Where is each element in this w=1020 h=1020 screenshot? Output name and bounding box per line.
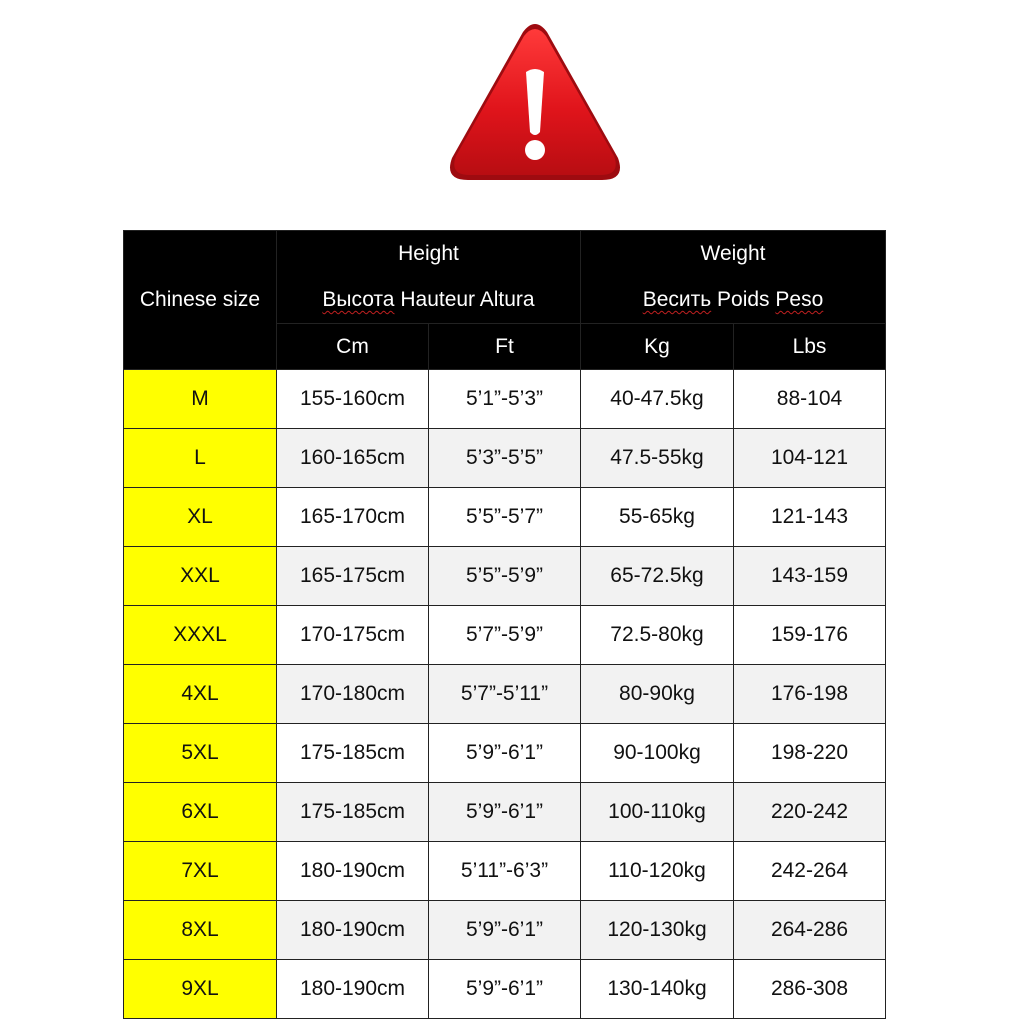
table-row	[124, 429, 886, 488]
height-ft-cell: 5’9”-6’1”	[429, 724, 581, 783]
height-ft-cell: 5’5”-5’9”	[429, 547, 581, 606]
weight-lbs-cell: 104-121	[734, 429, 886, 488]
unit-kg-header: Kg	[581, 324, 734, 370]
weight-title: Weight	[700, 242, 766, 265]
size-cell: XXL	[124, 547, 277, 606]
table-row	[124, 901, 886, 960]
height-ft-cell: 5’5”-5’7”	[429, 488, 581, 547]
size-cell: XXXL	[124, 606, 277, 665]
weight-lbs-cell: 121-143	[734, 488, 886, 547]
height-ft-cell: 5’7”-5’11”	[429, 665, 581, 724]
weight-kg-cell: 72.5-80kg	[581, 606, 734, 665]
size-rows	[124, 370, 886, 1019]
weight-kg-cell: 110-120kg	[581, 842, 734, 901]
weight-lbs-cell: 242-264	[734, 842, 886, 901]
weight-translations: Весить Poids Peso	[642, 288, 824, 311]
height-ft-cell: 5’3”-5’5”	[429, 429, 581, 488]
height-ft-cell: 5’11”-6’3”	[429, 842, 581, 901]
height-cm-cell: 165-170cm	[277, 488, 429, 547]
size-chart-table	[123, 230, 886, 1019]
unit-ft-header: Ft	[429, 324, 581, 370]
size-cell: M	[124, 370, 277, 429]
height-cm-cell: 170-175cm	[277, 606, 429, 665]
table-row	[124, 547, 886, 606]
height-cm-cell: 180-190cm	[277, 901, 429, 960]
unit-lbs-header: Lbs	[734, 324, 886, 370]
weight-lbs-cell: 176-198	[734, 665, 886, 724]
height-cm-cell: 175-185cm	[277, 783, 429, 842]
weight-lbs-cell: 159-176	[734, 606, 886, 665]
weight-lbs-cell: 220-242	[734, 783, 886, 842]
size-cell: L	[124, 429, 277, 488]
height-ft-cell: 5’9”-6’1”	[429, 960, 581, 1019]
weight-kg-cell: 130-140kg	[581, 960, 734, 1019]
size-cell: 4XL	[124, 665, 277, 724]
weight-kg-cell: 55-65kg	[581, 488, 734, 547]
height-cm-cell: 165-175cm	[277, 547, 429, 606]
size-cell: 9XL	[124, 960, 277, 1019]
weight-kg-cell: 100-110kg	[581, 783, 734, 842]
weight-lbs-cell: 143-159	[734, 547, 886, 606]
weight-lbs-cell: 88-104	[734, 370, 886, 429]
height-cm-cell: 160-165cm	[277, 429, 429, 488]
size-cell: XL	[124, 488, 277, 547]
height-cm-cell: 155-160cm	[277, 370, 429, 429]
table-row	[124, 488, 886, 547]
height-cm-cell: 170-180cm	[277, 665, 429, 724]
weight-kg-cell: 120-130kg	[581, 901, 734, 960]
height-translations: Высота Hauteur Altura	[322, 288, 535, 311]
size-cell: 7XL	[124, 842, 277, 901]
table-row	[124, 724, 886, 783]
size-cell: 5XL	[124, 724, 277, 783]
chinese-size-header: Chinese size	[124, 231, 277, 370]
table-row	[124, 370, 886, 429]
warning-triangle-icon	[446, 22, 624, 184]
weight-kg-cell: 65-72.5kg	[581, 547, 734, 606]
height-ft-cell: 5’9”-6’1”	[429, 901, 581, 960]
height-ft-cell: 5’9”-6’1”	[429, 783, 581, 842]
height-ft-cell: 5’1”-5’3”	[429, 370, 581, 429]
weight-header	[581, 231, 886, 324]
weight-kg-cell: 80-90kg	[581, 665, 734, 724]
height-cm-cell: 180-190cm	[277, 960, 429, 1019]
weight-lbs-cell: 286-308	[734, 960, 886, 1019]
weight-lbs-cell: 264-286	[734, 901, 886, 960]
height-header	[277, 231, 581, 324]
weight-kg-cell: 40-47.5kg	[581, 370, 734, 429]
size-cell: 8XL	[124, 901, 277, 960]
weight-lbs-cell: 198-220	[734, 724, 886, 783]
height-cm-cell: 180-190cm	[277, 842, 429, 901]
height-cm-cell: 175-185cm	[277, 724, 429, 783]
table-row	[124, 606, 886, 665]
height-ft-cell: 5’7”-5’9”	[429, 606, 581, 665]
size-cell: 6XL	[124, 783, 277, 842]
table-row	[124, 842, 886, 901]
table-row	[124, 783, 886, 842]
unit-cm-header: Cm	[277, 324, 429, 370]
height-title: Height	[398, 242, 459, 265]
weight-kg-cell: 47.5-55kg	[581, 429, 734, 488]
table-row	[124, 960, 886, 1019]
weight-kg-cell: 90-100kg	[581, 724, 734, 783]
table-row	[124, 665, 886, 724]
